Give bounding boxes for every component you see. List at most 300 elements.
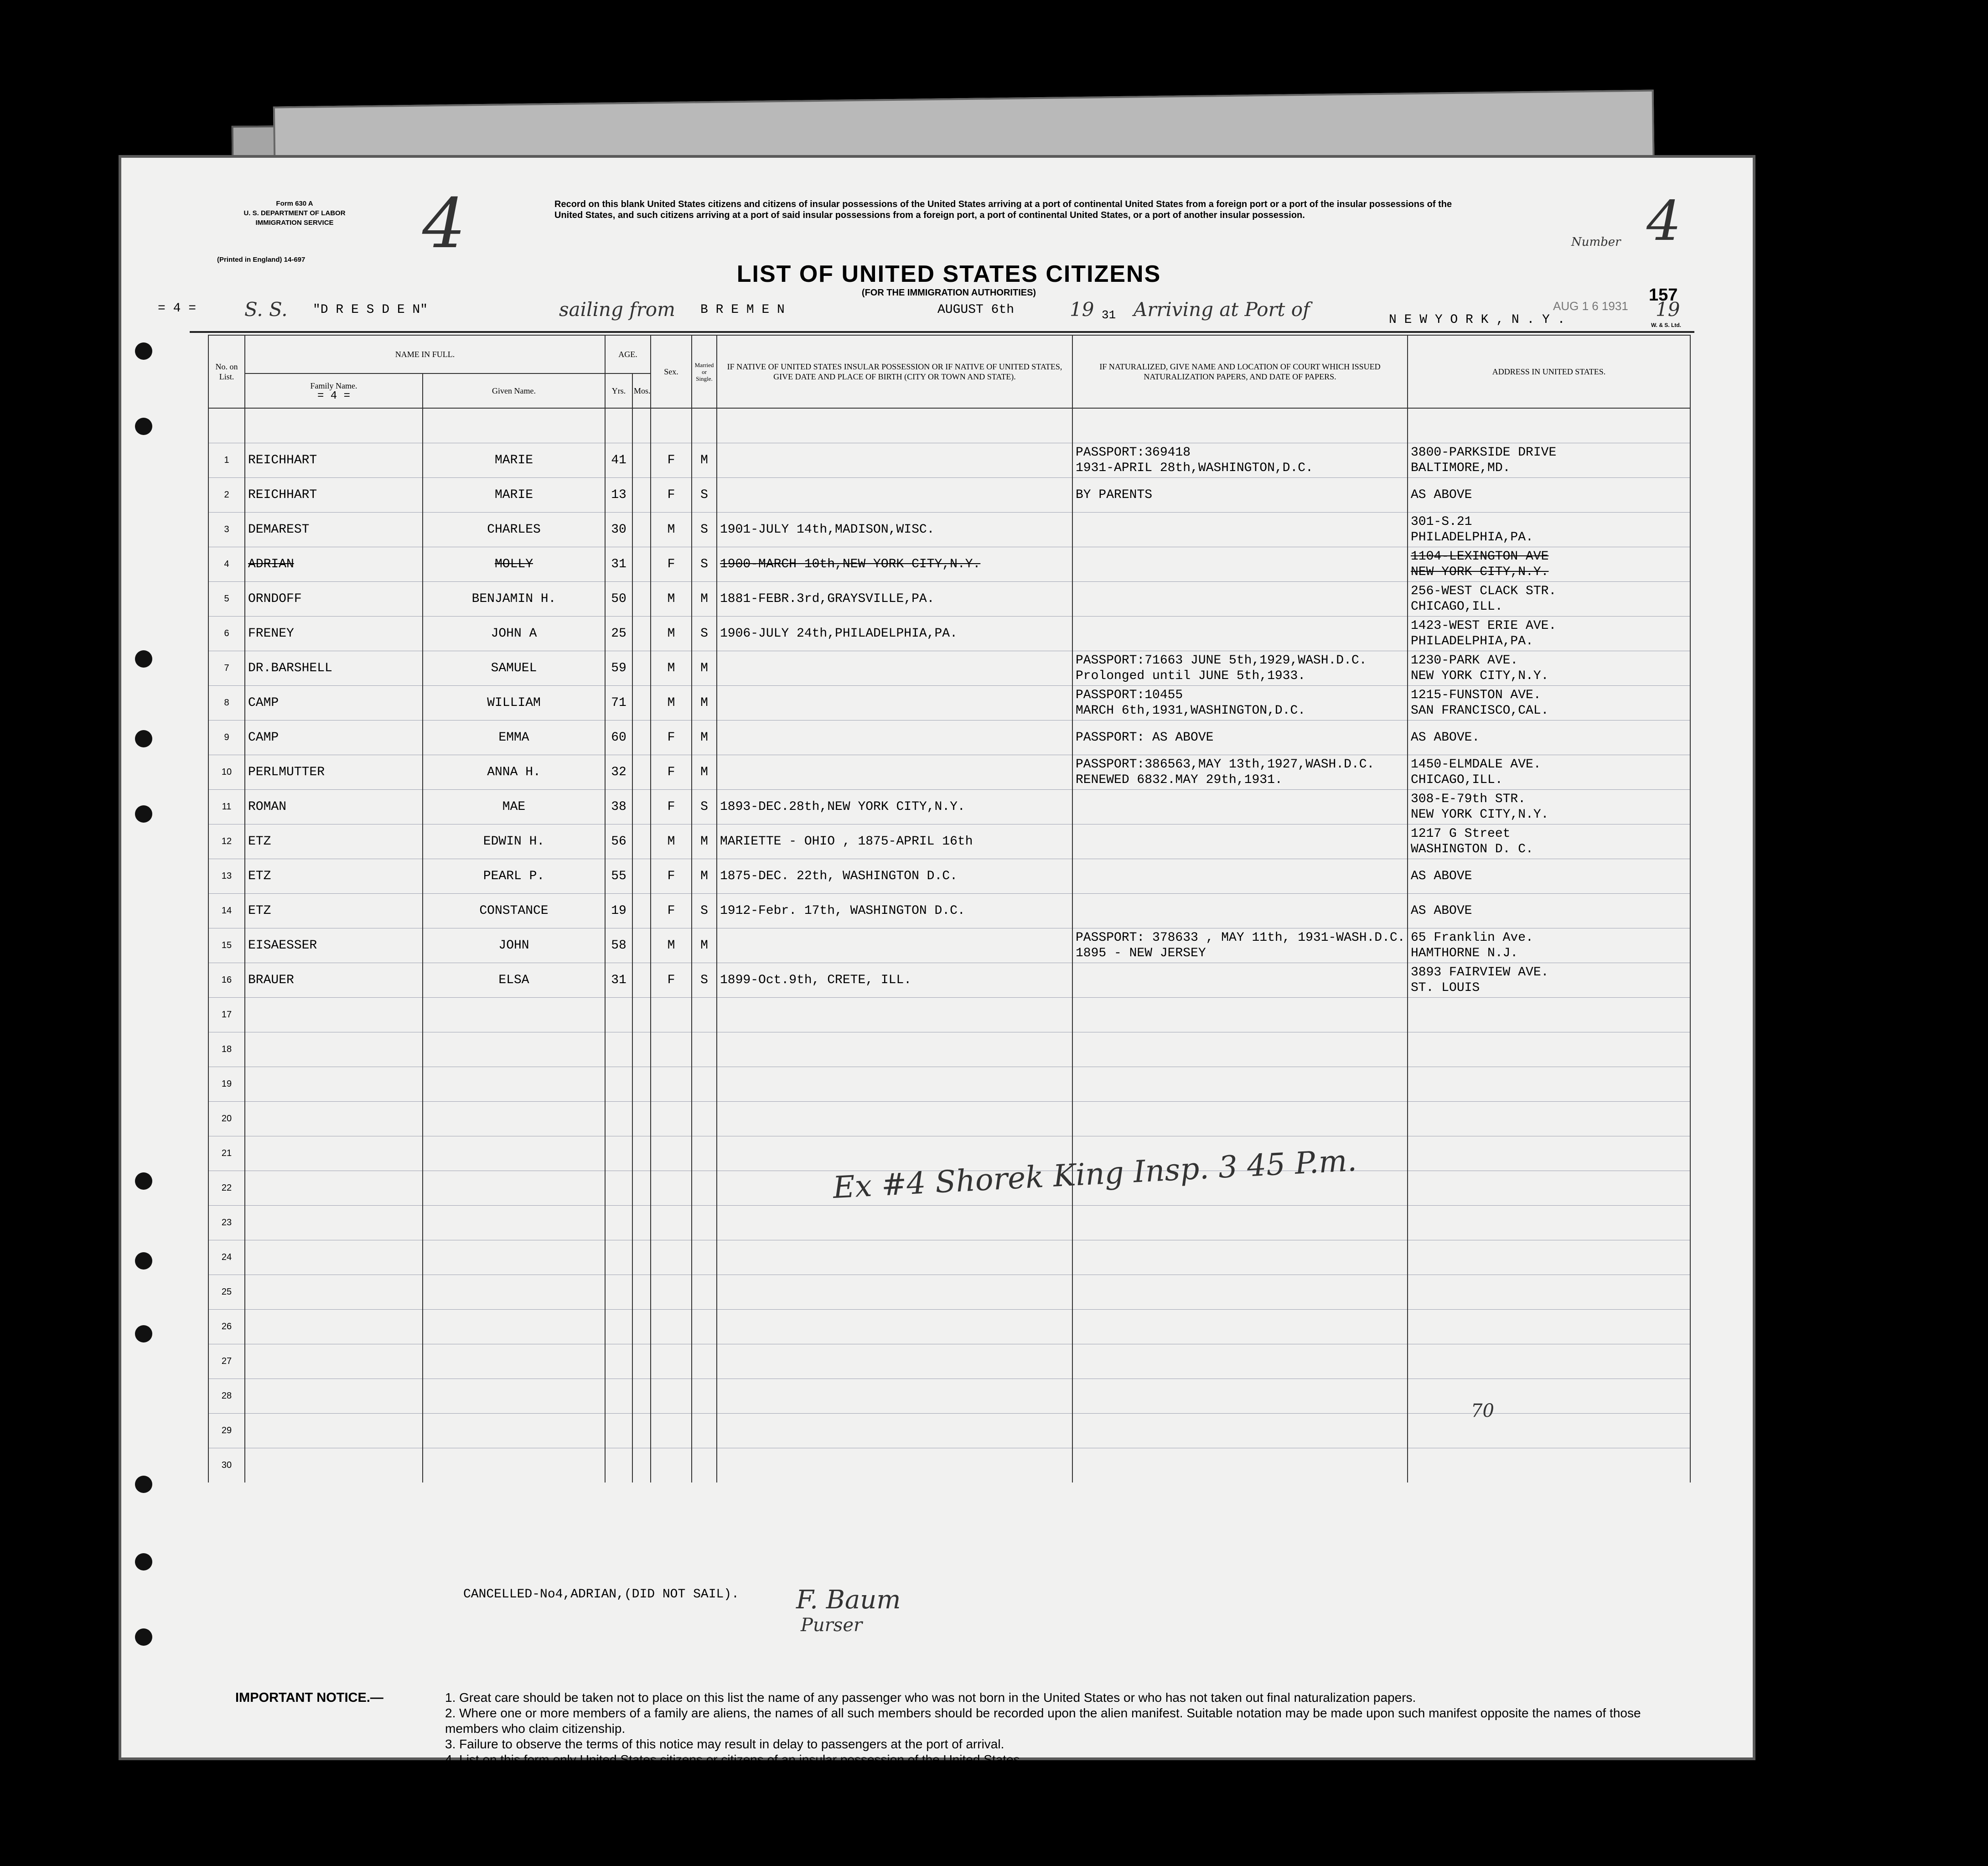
spacer-cell [1408,408,1690,443]
age-months [632,928,651,963]
birth-info [717,686,1072,720]
age-years [605,1379,632,1414]
naturalization-line: PASSPORT:369418 [1076,445,1191,460]
family-name: ROMAN [245,790,423,824]
notice-label: IMPORTANT NOTICE.— [235,1690,383,1705]
address [1408,824,1690,859]
given-name: WILLIAM [423,686,605,720]
marital-status: S [692,478,717,513]
row-number: 27 [208,1344,245,1379]
given-name: MAE [423,790,605,824]
address-line: CHICAGO,ILL. [1411,772,1503,787]
col-naturalized: IF NATURALIZED, GIVE NAME AND LOCATION OF COURT WHICH ISSUED NATURALIZATION PAPERS, AND DATE OF PAPERS. [1072,335,1408,408]
spacer-cell [423,408,605,443]
birth-info [717,1414,1072,1448]
birth-info: 1899-Oct.9th, CRETE, ILL. [717,963,1072,998]
given-name [423,1136,605,1171]
given-name [423,1206,605,1240]
naturalization-info [1072,478,1408,513]
naturalization-line: PASSPORT: 378633 , MAY 11th, 1931-WASH.D.C. [1076,930,1405,945]
marital-status: M [692,686,717,720]
sex: M [651,651,692,686]
handwritten-inspection-note: Ex #4 Shorek King Insp. 3 45 P.m. [832,1142,1358,1206]
spacer-cell [208,408,245,443]
cancelled-note: CANCELLED-No4,ADRIAN,(DID NOT SAIL). [463,1587,739,1602]
naturalization-info [1072,1310,1408,1344]
age-years: 19 [605,894,632,928]
family-name: ETZ [245,894,423,928]
age-months [632,686,651,720]
address-line: AS ABOVE [1411,487,1472,502]
birth-info [717,1032,1072,1067]
naturalization-line: 1895 - NEW JERSEY [1076,946,1206,960]
given-name: ELSA [423,963,605,998]
address [1408,1032,1690,1067]
family-name: BRAUER [245,963,423,998]
family-name: ETZ [245,859,423,894]
given-name [423,1379,605,1414]
birth-info [717,1102,1072,1136]
table-row [208,1032,1690,1067]
age-months [632,859,651,894]
age-years: 56 [605,824,632,859]
age-years [605,1344,632,1379]
age-years [605,1206,632,1240]
punch-hole [135,805,152,823]
given-name: MOLLY [423,547,605,582]
given-name [423,1240,605,1275]
given-name [423,1067,605,1102]
row-number: 10 [208,755,245,790]
family-name: DEMAREST [245,513,423,547]
punch-hole [135,650,152,668]
punch-hole [135,1172,152,1190]
sailing-label: sailing from [559,298,675,321]
given-name: JOHN [423,928,605,963]
sex [651,1379,692,1414]
age-years [605,1240,632,1275]
address [1408,1171,1690,1206]
notice-item: 4. List on this form only United States citizens or citizens of an insular possession of the United States. [445,1752,1024,1767]
address [1408,478,1690,513]
birth-info [717,1206,1072,1240]
birth-info [717,1275,1072,1310]
naturalization-line: RENEWED 6832.MAY 29th,1931. [1076,772,1283,787]
year-suffix: 31 [1102,308,1116,322]
row-number: 5 [208,582,245,617]
marital-status: M [692,651,717,686]
family-name: DR.BARSHELL [245,651,423,686]
given-name [423,1344,605,1379]
marital-status [692,1344,717,1379]
sex: F [651,963,692,998]
marital-status: S [692,547,717,582]
col-age: AGE. [605,335,651,373]
age-years [605,1448,632,1483]
table-row [208,1206,1690,1240]
marital-status [692,1171,717,1206]
family-name: ORNDOFF [245,582,423,617]
form-info [226,199,363,228]
page-tally: 70 [1471,1400,1494,1421]
arrival-date-stamp: AUG 1 6 1931 [1553,299,1628,313]
row-number: 9 [208,720,245,755]
notice-list [235,1690,1649,1768]
address-line: AS ABOVE [1411,903,1472,918]
naturalization-info [1072,1206,1408,1240]
given-name: MARIE [423,478,605,513]
row-number: 15 [208,928,245,963]
family-name [245,998,423,1032]
table-row [208,686,1690,720]
birth-info: 1875-DEC. 22th, WASHINGTON D.C. [717,859,1072,894]
family-name [245,1448,423,1483]
address-line: NEW YORK CITY,N.Y. [1411,669,1549,683]
birth-info [717,1310,1072,1344]
family-name: REICHHART [245,443,423,478]
birth-info [717,1344,1072,1379]
row-number: 23 [208,1206,245,1240]
address-line: 3893 FAIRVIEW AVE. [1411,965,1549,980]
family-name [245,1102,423,1136]
age-years: 32 [605,755,632,790]
naturalization-info [1072,859,1408,894]
given-name: CONSTANCE [423,894,605,928]
naturalization-info [1072,547,1408,582]
naturalization-info [1072,1379,1408,1414]
marital-status: M [692,582,717,617]
important-notice [235,1690,1649,1768]
address [1408,998,1690,1032]
arriving-label: Arriving at Port of [1134,298,1310,321]
address-line: BALTIMORE,MD. [1411,461,1511,475]
marital-status: M [692,859,717,894]
ss-label: S. S. [244,298,288,321]
row-number: 24 [208,1240,245,1275]
marital-status [692,1032,717,1067]
marital-status: S [692,617,717,651]
age-months [632,1032,651,1067]
row-number: 30 [208,1448,245,1483]
row-number: 12 [208,824,245,859]
punch-hole [135,418,152,435]
age-months [632,1171,651,1206]
birth-info: 1893-DEC.28th,NEW YORK CITY,N.Y. [717,790,1072,824]
age-months [632,1067,651,1102]
marital-status [692,1240,717,1275]
age-years [605,1067,632,1102]
naturalization-info [1072,1102,1408,1136]
sex [651,998,692,1032]
naturalization-info [1072,443,1408,478]
address [1408,1136,1690,1171]
address [1408,928,1690,963]
address-line: 1104-LEXINGTON AVE [1411,549,1549,564]
col-yrs: Yrs. [605,373,632,408]
age-years: 60 [605,720,632,755]
naturalization-info [1072,998,1408,1032]
age-months [632,443,651,478]
address-line: CHICAGO,ILL. [1411,599,1503,614]
sex: F [651,894,692,928]
punch-hole [135,342,152,360]
row-number: 18 [208,1032,245,1067]
naturalization-line: PASSPORT:71663 JUNE 5th,1929,WASH.D.C. [1076,653,1367,668]
family-name: EISAESSER [245,928,423,963]
spacer-cell [1072,408,1408,443]
age-years: 50 [605,582,632,617]
sex [651,1206,692,1240]
given-name: EMMA [423,720,605,755]
address [1408,1310,1690,1344]
marital-status [692,1102,717,1136]
marital-status: M [692,443,717,478]
spacer-cell [605,408,632,443]
table-row [208,582,1690,617]
table-row [208,651,1690,686]
address [1408,894,1690,928]
sex [651,1240,692,1275]
age-months [632,513,651,547]
col-sex: Sex. [651,335,692,408]
marital-status: M [692,824,717,859]
sex: F [651,790,692,824]
address [1408,859,1690,894]
address-line: AS ABOVE [1411,869,1472,883]
marital-status: S [692,513,717,547]
naturalization-info [1072,755,1408,790]
col-native: IF NATIVE OF UNITED STATES INSULAR POSSESSION OR IF NATIVE OF UNITED STATES, GIVE DATE AND PLACE OF BIRTH (CITY OR TOWN AND STATE). [717,335,1072,408]
naturalization-line: PASSPORT:386563,MAY 13th,1927,WASH.D.C. [1076,757,1375,772]
table-row [208,478,1690,513]
table-row [208,1448,1690,1483]
address-line: 3800-PARKSIDE DRIVE [1411,445,1557,460]
sex: M [651,513,692,547]
birth-info: 1901-JULY 14th,MADISON,WISC. [717,513,1072,547]
birth-info [717,443,1072,478]
age-months [632,1310,651,1344]
col-married: Married or Single. [692,335,717,408]
age-months [632,998,651,1032]
naturalization-line: Prolonged until JUNE 5th,1933. [1076,669,1306,683]
family-name [245,1379,423,1414]
given-name: EDWIN H. [423,824,605,859]
punch-hole [135,1252,152,1270]
address [1408,963,1690,998]
sex: F [651,859,692,894]
punch-hole [135,1476,152,1493]
row-number: 17 [208,998,245,1032]
family-name: REICHHART [245,478,423,513]
address-line: AS ABOVE. [1411,730,1480,745]
record-notice: Record on this blank United States citizens and citizens of insular possessions of the United States arriving at a port of continental United States from a foreign port or a port of the insular possessions of the United States, and such citizens arriving at a port of said insular possessions from a foreign port, a port of continental United States, or a port of another insular possession. [554,199,1452,220]
family-name-mark: = 4 = [317,389,350,402]
address-line: 308-E-79th STR. [1411,792,1526,806]
age-months [632,1275,651,1310]
address-line: PHILADELPHIA,PA. [1411,530,1533,544]
age-years [605,998,632,1032]
marital-status [692,1206,717,1240]
year-prefix: 19 [1070,298,1094,321]
row-number: 3 [208,513,245,547]
table-row [208,513,1690,547]
sex [651,1414,692,1448]
naturalization-line: BY PARENTS [1076,487,1153,502]
naturalization-info [1072,1448,1408,1483]
sex: M [651,686,692,720]
marital-status [692,1067,717,1102]
row-number: 2 [208,478,245,513]
age-months [632,547,651,582]
punch-hole [135,730,152,747]
table-row [208,1310,1690,1344]
naturalization-info [1072,1067,1408,1102]
table-row [208,894,1690,928]
address [1408,790,1690,824]
age-years [605,1102,632,1136]
given-name [423,998,605,1032]
sex: M [651,824,692,859]
birth-info: 1881-FEBR.3rd,GRAYSVILLE,PA. [717,582,1072,617]
family-name [245,1171,423,1206]
form-number: Form 630 A [276,200,313,207]
naturalization-info [1072,963,1408,998]
age-years: 25 [605,617,632,651]
handwritten-list-number: 4 [422,184,466,264]
spacer-cell [245,408,423,443]
table-row [208,1379,1690,1414]
printer-mark: W. & S. Ltd. [1651,322,1681,328]
service: IMMIGRATION SERVICE [255,219,334,227]
sex: F [651,720,692,755]
naturalization-info [1072,1032,1408,1067]
printed-note: (Printed in England) 14-697 [217,256,305,264]
table-row [208,1344,1690,1379]
marital-status: S [692,963,717,998]
row-number: 22 [208,1171,245,1206]
given-name [423,1310,605,1344]
naturalization-info [1072,1275,1408,1310]
naturalization-info [1072,651,1408,686]
naturalization-info [1072,1414,1408,1448]
form-body [158,176,1690,1726]
row-number: 6 [208,617,245,651]
age-years [605,1310,632,1344]
marital-status [692,1414,717,1448]
address-line: 256-WEST CLACK STR. [1411,584,1557,598]
col-address: ADDRESS IN UNITED STATES. [1408,335,1690,408]
family-name: FRENEY [245,617,423,651]
age-years: 30 [605,513,632,547]
row-number: 14 [208,894,245,928]
notice-item: 1. Great care should be taken not to place on this list the name of any passenger who was not born in the United States or who has not taken out final naturalization papers. [445,1690,1416,1705]
sex [651,1136,692,1171]
address [1408,1379,1690,1414]
marital-status [692,1310,717,1344]
family-name [245,1344,423,1379]
header-rule [190,331,1694,333]
family-name [245,1414,423,1448]
naturalization-line: PASSPORT: AS ABOVE [1076,730,1214,745]
address [1408,755,1690,790]
marital-status: M [692,720,717,755]
address-line: 1215-FUNSTON AVE. [1411,688,1541,702]
naturalization-info [1072,1240,1408,1275]
naturalization-info [1072,720,1408,755]
address-line: 1450-ELMDALE AVE. [1411,757,1541,772]
sex [651,1448,692,1483]
address-line: HAMTHORNE N.J. [1411,946,1518,960]
birth-info [717,1379,1072,1414]
table-row [208,1414,1690,1448]
sex [651,1310,692,1344]
number-value: 4 [1646,190,1682,253]
age-months [632,720,651,755]
purser-signature: F. Baum [796,1585,901,1615]
birth-info [717,651,1072,686]
age-years: 41 [605,443,632,478]
marital-status [692,1136,717,1171]
age-months [632,617,651,651]
spacer-cell [717,408,1072,443]
given-name [423,1414,605,1448]
table-row [208,963,1690,998]
naturalization-info [1072,686,1408,720]
number-label: Number [1571,235,1621,249]
birth-info: 1900-MARCH 10th,NEW YORK CITY,N.Y. [717,547,1072,582]
sailing-date: AUGUST 6th [937,303,1015,317]
row-number: 28 [208,1379,245,1414]
row-number: 1 [208,443,245,478]
birth-info: MARIETTE - OHIO , 1875-APRIL 16th [717,824,1072,859]
sex: M [651,617,692,651]
address-line: 1230-PARK AVE. [1411,653,1518,668]
address [1408,443,1690,478]
col-name-in-full: NAME IN FULL. [245,335,605,373]
naturalization-info [1072,513,1408,547]
punch-hole [135,1553,152,1571]
age-months [632,790,651,824]
punch-hole [135,1628,152,1646]
naturalization-info [1072,790,1408,824]
marital-status [692,1275,717,1310]
age-months [632,1414,651,1448]
naturalization-info [1072,617,1408,651]
page-title: LIST OF UNITED STATES CITIZENS [736,261,1161,287]
row-number: 8 [208,686,245,720]
col-given-name: Given Name. [423,373,605,408]
marital-status: S [692,894,717,928]
table-row [208,720,1690,755]
purser-title: Purser [801,1615,863,1636]
sex [651,1344,692,1379]
row-number: 19 [208,1067,245,1102]
family-name [245,1275,423,1310]
sex: F [651,478,692,513]
sex: F [651,755,692,790]
address [1408,513,1690,547]
table-row [208,998,1690,1032]
table-row [208,547,1690,582]
family-name-label: Family Name. [310,381,357,390]
address-line: 65 Franklin Ave. [1411,930,1533,945]
sex: F [651,443,692,478]
address [1408,686,1690,720]
arrival-year: 19 [1656,298,1680,321]
address [1408,1240,1690,1275]
department: U. S. DEPARTMENT OF LABOR [243,209,346,217]
table-row [208,1240,1690,1275]
